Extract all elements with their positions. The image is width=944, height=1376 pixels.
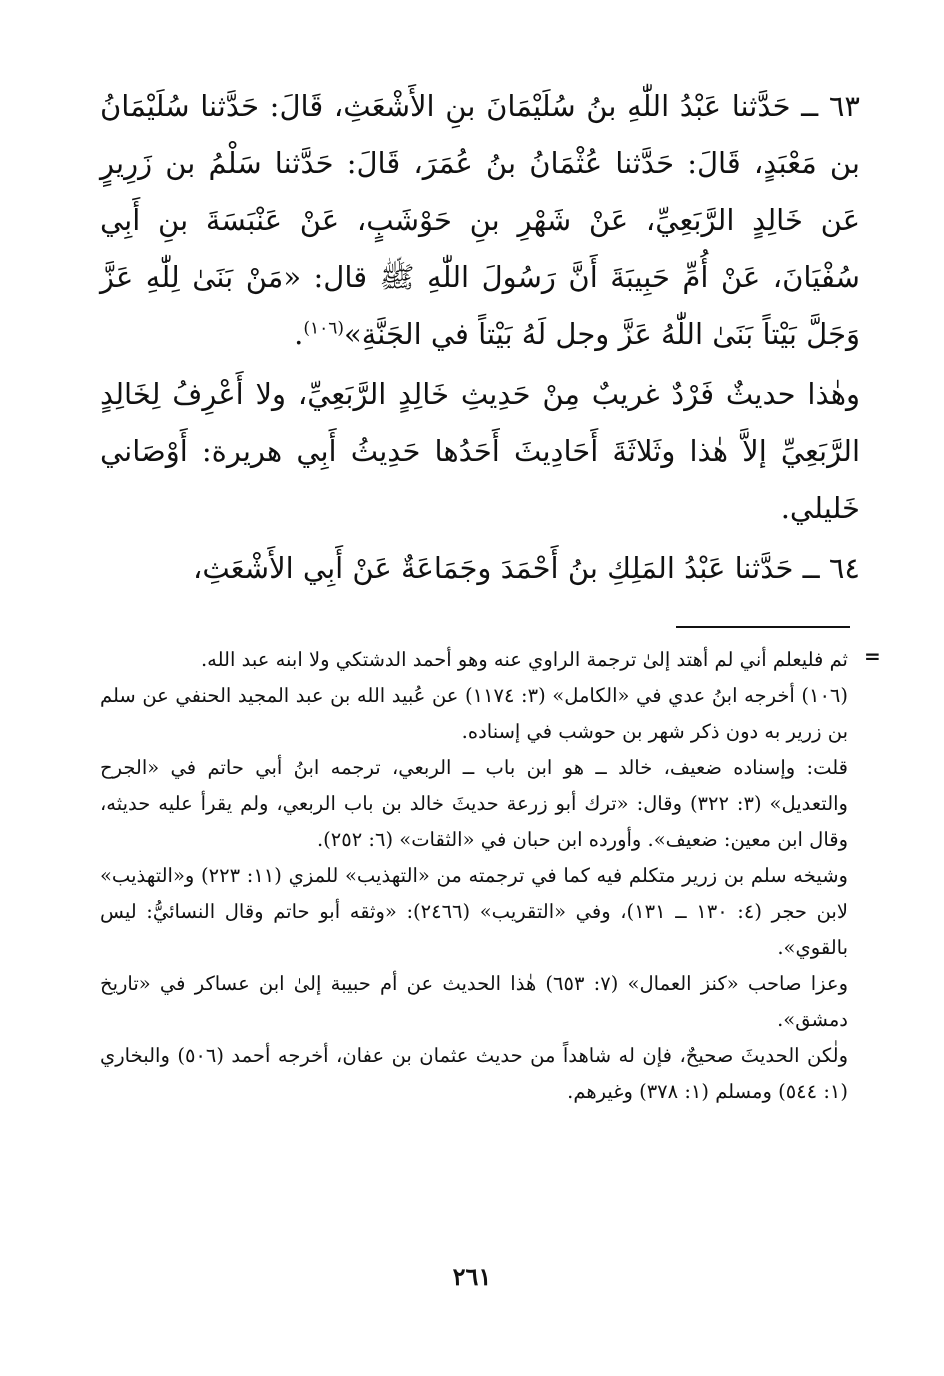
footnote-106-attribution: وعزا صاحب «كنز العمال» (٧: ٦٥٣) هٰذا الحديث عن أم حبيبة إلىٰ ابن عساكر في «تاريخ دمشق». [100,972,848,1031]
hadith-63-end: . [294,317,304,351]
hadith-63-text: ٦٣ ــ حَدَّثنا عَبْدُ اللّٰهِ بنُ سُلَيْمَانَ بنِ الأَشْعَثِ، قَالَ: حَدَّثنا سُلَيْمَانُ بن مَعْبَدٍ، قَالَ: حَدَّثنا عُثْمَانُ بنُ عُمَرَ، قَالَ: حَدَّثنا سَلْمُ بن زَرِيرٍ عَن خَالِدٍ الرَّبَعِيِّ، عَنْ شَهْرِ بنِ حَوْشَبٍ، عَنْ عَنْبَسَةَ بنِ أَبِي سُفْيَانَ، عَنْ أُمِّ حَبِيبَةَ أَنَّ رَسُولَ اللّٰهِ ﷺ قال: «مَنْ بَنَىٰ لِلّٰهِ عَزَّ وَجَلَّ بَيْتاً بَنَىٰ اللّٰهُ عَزَّ وجل لَهُ بَيْتاً في الجَنَّةِ» [100,89,860,351]
main-text [100,78,860,597]
page-number: ٢٦١ [452,1262,492,1291]
footnote-106-narrator: وشيخه سلم بن زرير متكلم فيه كما في ترجمته من «التهذيب» للمزي (١١: ٢٢٣) و«التهذيب» لابن حجر (٤: ١٣٠ ــ ١٣١)، وفي «التقريب» (٢٤٦٦): «وثقه أبو حاتم وقال النسائيُّ: ليس بالقوي». [100,864,848,959]
footnote-separator [676,626,850,628]
hadith-63-paragraph [100,78,860,363]
footnotes [100,642,848,1110]
footnote-continuation: ثم فليعلم أني لم أهتد إلىٰ ترجمة الراوي عنه وهو أحمد الدشتكي ولا ابنه عبد الله. [200,648,848,671]
footnote-106: (١٠٦) أخرجه ابنُ عدي في «الكامل» (٣: ١١٧٤) عن عُبيد الله بن عبد المجيد الحنفي عن سلم بن زرير به دون ذكر شهر بن حوشب في إسناده. [100,684,848,743]
footnote-ref-106[interactable]: (١٠٦) [303,318,345,339]
footnote-continuation-mark: = [864,644,881,668]
author-comment-paragraph: وهٰذا حديثٌ فَرْدٌ غريبٌ مِنْ حَدِيثِ خَالِدٍ الرَّبَعِيِّ، ولا أَعْرِفُ لِخَالِدٍ الرَّبَعِيِّ إلاَّ هٰذا وثَلاثَةَ أَحَادِيثَ أَحَدُها حَدِيثُ أَبِي هريرة: أَوْصَاني خَليلي. [100,377,860,525]
footnote-106-assessment: قلت: وإسناده ضعيف، خالد ــ هو ابن باب ــ الربعي، ترجمه ابنُ أبي حاتم في «الجرح والتعديل» (٣: ٣٢٢) وقال: «ترك أبو زرعة حديثَ خالد بن باب الربعي، ولم يقرأ عليه حديثه، وقال ابن معين: ضعيف». وأورده ابن حبان في «الثقات» (٦: ٢٥٢). [100,756,848,851]
footnote-106-conclusion: ولٰكن الحديثَ صحيحٌ، فإن له شاهداً من حديث عثمان بن عفان، أخرجه أحمد (٥٠٦) والبخاري (١: ٥٤٤) ومسلم (١: ٣٧٨) وغيرهم. [100,1044,848,1103]
hadith-64-paragraph: ٦٤ ــ حَدَّثنا عَبْدُ المَلِكِ بنُ أَحْمَدَ وجَمَاعَةٌ عَنْ أَبِي الأَشْعَثِ، [192,551,860,585]
